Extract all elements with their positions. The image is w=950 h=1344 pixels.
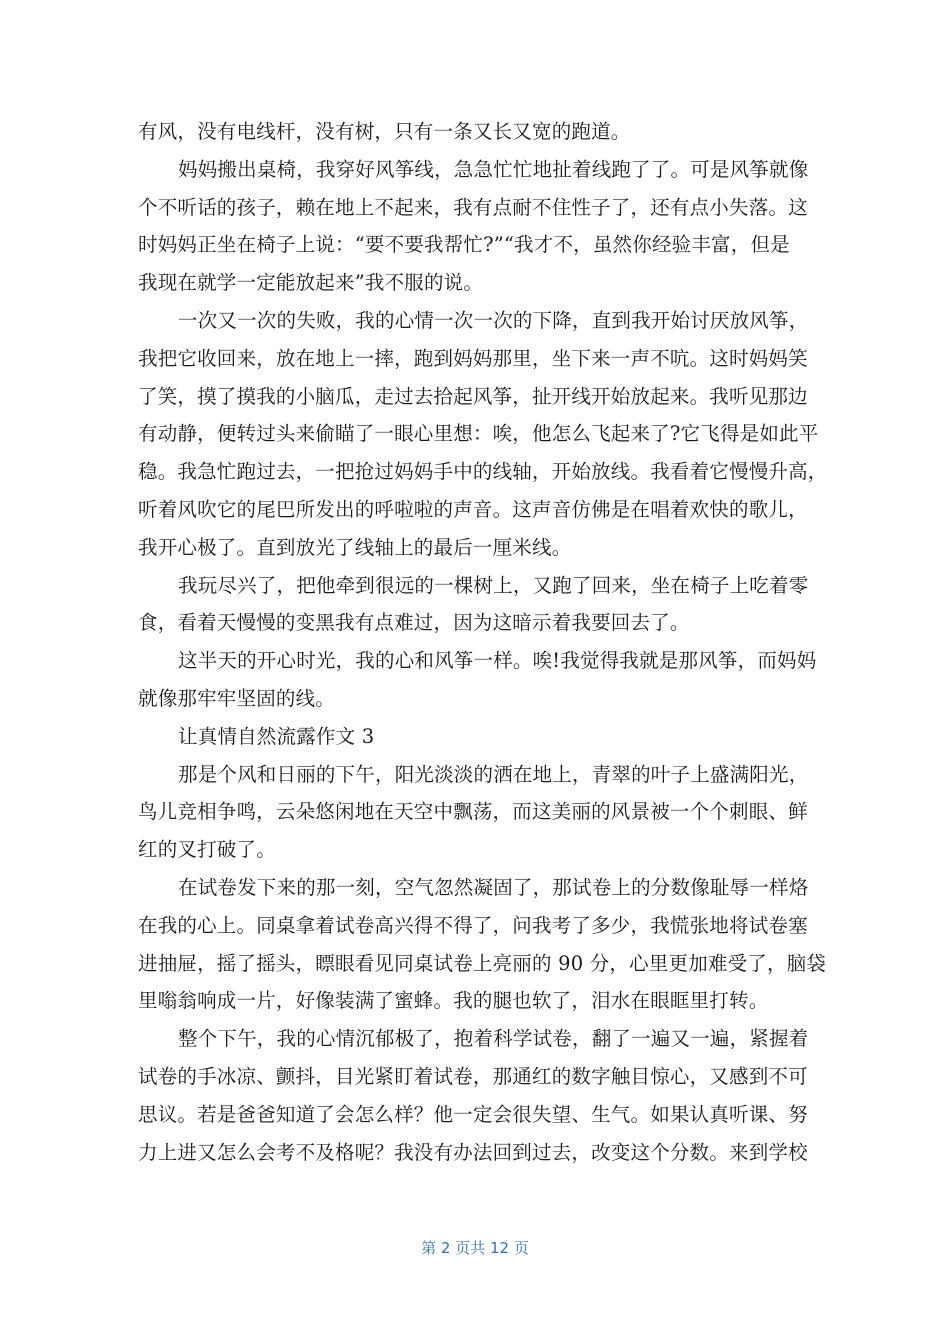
text-line: 这半天的开心时光，我的心和风筝一样。唉!我觉得我就是那风筝，而妈妈 xyxy=(178,649,817,673)
text-line: 我开心极了。直到放光了线轴上的最后一厘米线。 xyxy=(138,535,572,559)
text-line: 力上进又怎么会考不及格呢？我没有办法回到过去，改变这个分数。来到学校 xyxy=(138,1140,808,1164)
text-line: 红的叉打破了。 xyxy=(138,838,276,862)
text-line: 我把它收回来，放在地上一摔，跑到妈妈那里，坐下来一声不吭。这时妈妈笑 xyxy=(138,346,808,370)
text-line: 了笑，摸了摸我的小脑瓜，走过去拾起风筝，扯开线开始放起来。我听见那边 xyxy=(138,384,808,408)
text-line: 鸟儿竞相争鸣，云朵悠闲地在天空中飘荡，而这美丽的风景被一个个刺眼、鲜 xyxy=(138,800,808,824)
text-line: 食，看着天慢慢的变黑我有点难过，因为这暗示着我要回去了。 xyxy=(138,611,690,635)
text-line: 听着风吹它的尾巴所发出的呼啦啦的声音。这声音仿佛是在唱着欢快的歌儿， xyxy=(138,497,808,521)
text-line: 个不听话的孩子，赖在地上不起来，我有点耐不住性子了，还有点小失落。这 xyxy=(138,195,808,219)
text-line: 里嗡翁响成一片，好像装满了蜜蜂。我的腿也软了，泪水在眼眶里打转。 xyxy=(138,989,769,1013)
text-line: 那是个风和日丽的下午，阳光淡淡的洒在地上，青翠的叶子上盛满阳光， xyxy=(178,762,809,786)
text-line: 就像那牢牢坚固的线。 xyxy=(138,686,336,710)
text-line: 我玩尽兴了，把他牵到很远的一棵树上，又跑了回来，坐在椅子上吃着零 xyxy=(178,573,809,597)
text-line: 试卷的手冰凉、颤抖，目光紧盯着试卷，那通红的数字触目惊心，又感到不可 xyxy=(138,1064,808,1088)
text-line: 让真情自然流露作文 3 xyxy=(178,724,375,748)
text-line: 有风，没有电线杆，没有树，只有一条又长又宽的跑道。 xyxy=(138,120,631,143)
text-line: 妈妈搬出桌椅，我穿好风筝线，急急忙忙地扯着线跑了了。可是风筝就像 xyxy=(178,157,809,181)
text-line: 整个下午，我的心情沉郁极了，抱着科学试卷，翻了一遍又一遍，紧握着 xyxy=(178,1027,809,1051)
text-line: 一次又一次的失败，我的心情一次一次的下降，直到我开始讨厌放风筝， xyxy=(178,308,809,332)
text-line: 有动静，便转过头来偷瞄了一眼心里想：唉，他怎么飞起来了?它飞得是如此平 xyxy=(138,422,819,446)
body-text xyxy=(138,113,828,1171)
text-line: 稳。我急忙跑过去，一把抢过妈妈手中的线轴，开始放线。我看着它慢慢升高， xyxy=(138,460,828,484)
text-line: 在我的心上。同桌拿着试卷高兴得不得了，问我考了多少，我慌张地将试卷塞 xyxy=(138,913,808,937)
text-line: 在试卷发下来的那一刻，空气忽然凝固了，那试卷上的分数像耻辱一样烙 xyxy=(178,875,809,899)
text-line: 我现在就学一定能放起来”我不服的说。 xyxy=(138,271,484,295)
page-number-footer: 第 2 页共 12 页 xyxy=(421,1239,529,1257)
text-line: 时妈妈正坐在椅子上说：“要不要我帮忙?”“我才不，虽然你经验丰富，但是 xyxy=(138,233,790,257)
text-line: 进抽屉，摇了摇头，瞟眼看见同桌试卷上亮丽的 90 分，心里更加难受了，脑袋 xyxy=(138,951,827,975)
text-line: 思议。若是爸爸知道了会怎么样？他一定会很失望、生气。如果认真听课、努 xyxy=(138,1102,808,1126)
